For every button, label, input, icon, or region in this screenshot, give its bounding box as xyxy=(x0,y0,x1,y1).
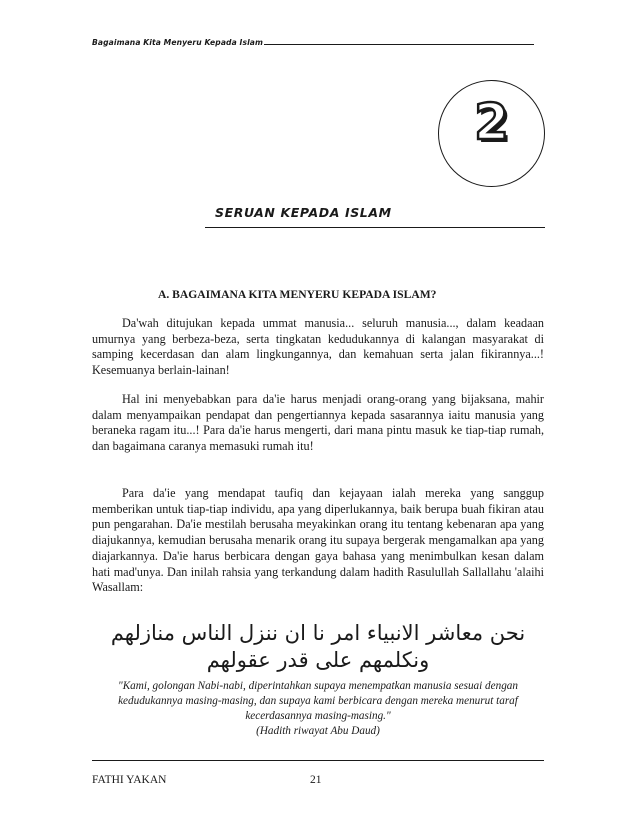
chapter-number: 2 xyxy=(474,93,509,151)
running-header-rule xyxy=(264,43,534,45)
hadith-arabic-text: نحن معاشر الانبياء امر نا ان ننزل الناس منازلهم ونكلمهم على قدر عقولهم xyxy=(110,621,526,672)
running-header xyxy=(92,38,542,47)
page-number: 21 xyxy=(310,774,322,786)
footer-rule xyxy=(92,760,544,761)
chapter-number-badge xyxy=(438,80,545,187)
paragraph-1: Da'wah ditujukan kepada ummat manusia... seluruh manusia..., dalam keadaan umurnya yang berbeza-beza, serta tingkatan kedudukannya di kalangan masyarakat di samping kecerdasan dan alam lingkungannya, dan kemahuan serta jalan fikirannya...! Kesemuanya berlain-lainan! xyxy=(92,316,544,378)
hadith-translation: "Kami, golongan Nabi-nabi, diperintahkan supaya menempatkan manusia sesuai dengan kedudukannya masing-masing, dan supaya kami berbicara dengan mereka menurut taraf kecerdasannya masing-masing." xyxy=(118,680,518,722)
chapter-title: SERUAN KEPADA ISLAM xyxy=(215,205,392,220)
section-heading: A. BAGAIMANA KITA MENYERU KEPADA ISLAM? xyxy=(158,288,437,301)
paragraph-3: Para da'ie yang mendapat taufiq dan kejayaan ialah mereka yang sanggup memberikan untuk tiap-tiap individu, apa yang diperlukannya, baik berupa buah fikiran atau pun pengarahan. Da'ie mestilah berusaha meyakinkan orang itu tentang kebenaran apa yang diajukannya, kemudian berusaha menarik orang itu supaya bergerak mengamalkan apa yang diajarkannya. Da'ie harus berbicara dengan gaya bahasa yang menimbulkan kesan dalam hati mad'unya. Dan inilah rahsia yang terkandung dalam hadith Rasulullah Sallallahu 'alaihi Wasallam: xyxy=(92,486,544,595)
footer-author: FATHI YAKAN xyxy=(92,774,167,786)
paragraph-2: Hal ini menyebabkan para da'ie harus menjadi orang-orang yang bijaksana, mahir dalam menyampaikan pendapat dan pengertiannya kepada sasarannya iaitu manusia yang beraneka ragam itu...! Para da'ie harus mengerti, dari mana pintu masuk ke tiap-tiap rumah, dan bagaimana caranya memasuki rumah itu! xyxy=(92,392,544,454)
hadith-citation: (Hadith riwayat Abu Daud) xyxy=(256,725,380,737)
chapter-title-rule xyxy=(205,227,545,228)
running-header-title: Bagaimana Kita Menyeru Kepada Islam xyxy=(92,38,264,47)
